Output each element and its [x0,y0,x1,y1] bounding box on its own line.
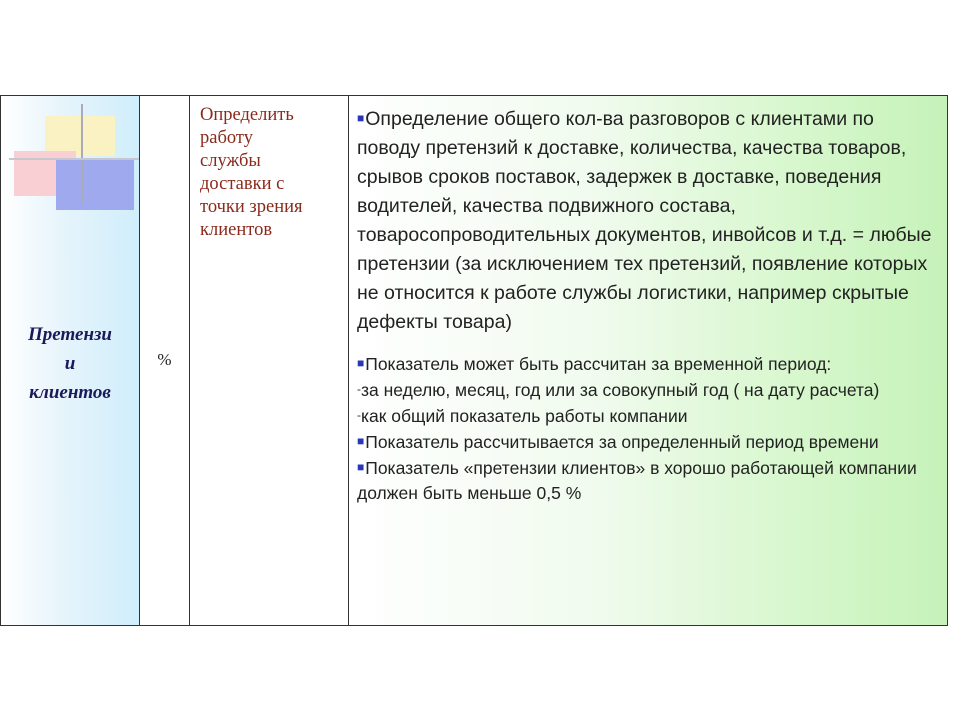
description-main [357,104,937,337]
description-benchmark-text: Показатель «претензии клиентов» в хорошо работающей компании должен быть меньше 0,5 % [357,458,917,503]
description-block [357,104,937,506]
square-bullet-icon: ■ [357,356,365,370]
indicator-name: Претензи и клиентов [28,324,112,403]
description-period-option [357,403,937,429]
square-bullet-icon: ■ [357,460,365,474]
square-bullet-icon: ■ [357,111,365,125]
unit-label: % [157,350,172,369]
goal-text: Определить работу службы доставки с точки зрения клиентов [200,105,303,240]
square-bullet-icon: ■ [357,434,365,448]
decor-square-yellow [45,116,115,156]
unit-cell [140,96,190,625]
description-cell [349,96,947,625]
dash-bullet-icon: - [357,382,361,396]
decor-line-vertical [81,104,83,204]
description-calc-text: Показатель рассчитывается за определенный период времени [365,432,879,452]
description-calc [357,429,937,455]
description-benchmark [357,455,937,506]
description-period-option [357,377,937,403]
indicator-cell [1,96,140,625]
decor-square-blue [56,158,134,210]
goal-cell [190,96,349,625]
decor-line-horizontal [9,158,139,160]
description-period-option1-text: за неделю, месяц, год или за совокупный год ( на дату расчета) [361,380,880,400]
description-period-option2-text: как общий показатель работы компании [361,406,688,426]
dash-bullet-icon: - [357,408,361,422]
kpi-table [0,95,948,626]
description-period-text: Показатель может быть рассчитан за временной период: [365,354,832,374]
description-main-text: Определение общего кол-ва разговоров с клиентами по поводу претензий к доставке, количества, качества товаров, срывов сроков поставок, задержек в доставке, поведения водителей, качества подвижного состава, товаросопроводительных документов, инвойсов и т.д. = любые претензии (за исключением тех претензий, появление которых не относится к работе службы логистики, например скрытые дефекты товара) [357,108,932,333]
description-period [357,351,937,377]
